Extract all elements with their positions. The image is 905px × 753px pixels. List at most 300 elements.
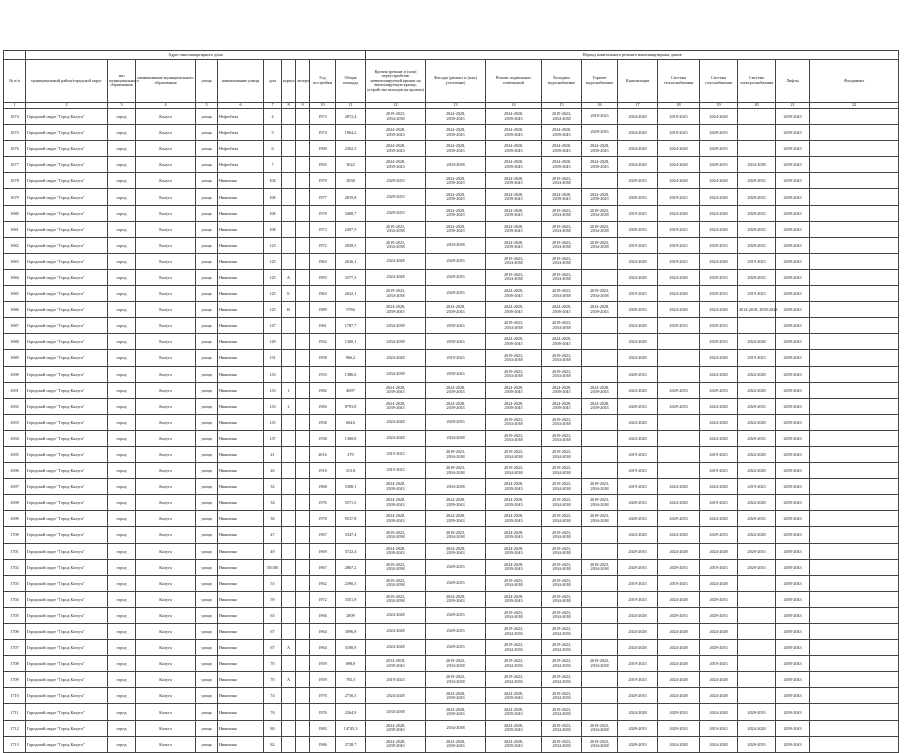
table-cell: город [108, 607, 136, 623]
table-row [4, 720, 899, 736]
table-cell: 1967 [310, 559, 336, 575]
table-cell: Никитина [218, 463, 264, 479]
table-cell: 2039-2043 [776, 205, 810, 221]
table-cell [296, 736, 310, 752]
table-cell [282, 157, 296, 173]
table-cell [582, 463, 618, 479]
table-cell: 2024-2028 [618, 318, 658, 334]
table-cell: 2019-2023 [700, 656, 738, 672]
table-cell: Никитина [218, 575, 264, 591]
table-cell: 2029-2033 [366, 189, 426, 205]
table-cell [810, 527, 899, 543]
table-cell: 2039-2043 [776, 527, 810, 543]
table-cell: Калуга [136, 624, 196, 640]
table-cell: 1972 [310, 591, 336, 607]
table-cell: 2024-2028 [366, 624, 426, 640]
column-number: 10 [310, 103, 336, 109]
table-cell: улица [196, 640, 218, 656]
table-cell: Калуга [136, 640, 196, 656]
table-cell: улица [196, 237, 218, 253]
table-cell: Никитина [218, 430, 264, 446]
table-cell: город [108, 253, 136, 269]
table-cell: 2019-2023 [618, 479, 658, 495]
table-cell [296, 157, 310, 173]
table-cell [282, 109, 296, 125]
column-header: наименование улицы [218, 60, 264, 103]
table-cell: 2024-2028 [700, 543, 738, 559]
table-cell: Городской округ "Город Калуга" [26, 543, 108, 559]
table-cell: 2024-2028, 2039-2043 [426, 736, 486, 752]
table-cell: Никитина [218, 221, 264, 237]
table-cell: Калуга [136, 591, 196, 607]
table-cell: 2024-2028 [618, 253, 658, 269]
table-cell [296, 189, 310, 205]
table-cell: Городской округ "Город Калуга" [26, 704, 108, 720]
table-cell: 2024-2028, 2039-2043 [582, 382, 618, 398]
table-cell: 2616,1 [336, 253, 366, 269]
column-header: муниципальный район/городской округ [26, 60, 108, 103]
column-header: № п/п [4, 60, 26, 103]
table-cell [282, 366, 296, 382]
table-cell: 2024-2028 [658, 286, 700, 302]
table-cell: 2024-2028, 2039-2043 [486, 173, 542, 189]
table-cell: 131 [264, 350, 282, 366]
column-header: Фундамент [810, 60, 899, 103]
column-header: Система газоснабжения [700, 60, 738, 103]
table-cell: 2024-2028 [366, 640, 426, 656]
table-cell: 2039-2043 [776, 736, 810, 752]
table-cell: 2029-2033 [658, 704, 700, 720]
table-cell: 2024-2028, 2039-2043 [366, 543, 426, 559]
table-cell [810, 173, 899, 189]
table-cell: 703,3 [336, 672, 366, 688]
table-cell: 2019-2023, 2034-2038 [542, 446, 582, 462]
table-cell: 2019-2023, 2034-2038 [366, 109, 426, 125]
table-cell: 2029-2033 [700, 527, 738, 543]
table-cell: 2039-2043 [776, 559, 810, 575]
table-cell: 2019-2023 [366, 446, 426, 462]
table-cell: 14745,3 [336, 720, 366, 736]
table-cell [296, 414, 310, 430]
table-cell: 2019-2023, 2034-2038 [542, 559, 582, 575]
table-cell: Калуга [136, 269, 196, 285]
table-cell: 1713 [4, 736, 26, 752]
table-cell: 2039-2043 [776, 591, 810, 607]
table-body [4, 109, 899, 753]
table-cell: 2024-2028, 2039-2043 [366, 398, 426, 414]
table-cell: Калуга [136, 125, 196, 141]
table-cell [810, 607, 899, 623]
table-cell: 2019-2023, 2034-2038 [542, 591, 582, 607]
table-cell [282, 527, 296, 543]
table-cell: 2019-2023 [658, 575, 700, 591]
table-cell: 2029-2033 [618, 559, 658, 575]
table-cell: Калуга [136, 736, 196, 752]
table-cell: 1707 [4, 640, 26, 656]
table-cell [810, 591, 899, 607]
table-cell: 2024-2028 [738, 382, 776, 398]
table-cell: 1676 [4, 141, 26, 157]
table-cell: 2024-2028 [658, 543, 700, 559]
table-cell: 3347,4 [336, 527, 366, 543]
table-cell: 2029-2033 [658, 511, 700, 527]
table-cell: 2024-2028, 2039-2043 [542, 382, 582, 398]
table-cell: Калуга [136, 350, 196, 366]
table-cell: 2024-2028, 2039-2043 [582, 189, 618, 205]
table-cell: 2497,5 [336, 221, 366, 237]
table-cell: 1976 [310, 495, 336, 511]
table-cell: 3408,7 [336, 205, 366, 221]
table-cell: 604,6 [336, 414, 366, 430]
table-cell: Калуга [136, 543, 196, 559]
table-cell: 2024-2028, 2039-2043 [426, 173, 486, 189]
table-cell: город [108, 302, 136, 318]
table-cell: 2024-2028, 2039-2043 [366, 495, 426, 511]
table-cell [658, 350, 700, 366]
table-cell [810, 205, 899, 221]
table-cell: 2019-2023, 2034-2038 [486, 463, 542, 479]
table-cell: 2019-2023 [658, 253, 700, 269]
table-cell: 2024-2028, 2039-2043 [542, 157, 582, 173]
table-cell: 2024-2028 [700, 302, 738, 318]
table-cell: 1686 [4, 302, 26, 318]
table-cell: Городской округ "Город Калуга" [26, 672, 108, 688]
table-cell: 82 [264, 736, 282, 752]
table-cell: 1705 [4, 607, 26, 623]
table-cell: 2019-2023, 2034-2038 [582, 205, 618, 221]
table-cell: Городской округ "Город Калуга" [26, 736, 108, 752]
table-row [4, 269, 899, 285]
table-cell: улица [196, 463, 218, 479]
column-header: тип муниципального образования [108, 60, 136, 103]
table-cell: 2019-2023, 2034-2038 [366, 286, 426, 302]
table-cell: 1675 [4, 125, 26, 141]
table-cell: Городской округ "Город Калуга" [26, 511, 108, 527]
table-cell: 2024-2028 [700, 624, 738, 640]
column-number: 21 [776, 103, 810, 109]
table-cell: 2029-2033 [738, 173, 776, 189]
table-cell: 2024-2028, 2039-2043 [542, 398, 582, 414]
table-cell [282, 446, 296, 462]
table-cell: Городской округ "Город Калуга" [26, 109, 108, 125]
table-cell: Б [282, 286, 296, 302]
table-cell: Никитина [218, 511, 264, 527]
table-cell: 2024-2028, 2039-2043 [366, 141, 426, 157]
table-cell [296, 334, 310, 350]
table-cell: Калуга [136, 141, 196, 157]
table-cell: 49 [264, 543, 282, 559]
table-cell: 2019-2023, 2034-2038 [486, 672, 542, 688]
table-cell: Городской округ "Город Калуга" [26, 189, 108, 205]
table-cell [738, 672, 776, 688]
column-header: улица [196, 60, 218, 103]
table-row [4, 398, 899, 414]
table-cell: 2029-2033 [426, 607, 486, 623]
table-row [4, 350, 899, 366]
table-cell: 2024-2028 [618, 109, 658, 125]
column-number: 11 [336, 103, 366, 109]
table-cell [282, 350, 296, 366]
table-cell: 1932 [310, 334, 336, 350]
table-cell: Калуга [136, 334, 196, 350]
table-cell: 2039-2043 [776, 286, 810, 302]
table-cell: 1978 [310, 205, 336, 221]
table-cell: 2019-2023 [618, 286, 658, 302]
table-cell: 2019-2023 [618, 446, 658, 462]
table-cell: 2029-2033 [658, 318, 700, 334]
table-cell: улица [196, 157, 218, 173]
table-cell: 2029-2033 [700, 125, 738, 141]
table-cell: 1972 [310, 237, 336, 253]
table-cell: город [108, 736, 136, 752]
table-cell: 313,8 [336, 463, 366, 479]
table-cell: улица [196, 286, 218, 302]
table-cell: 3180,9 [336, 640, 366, 656]
table-cell: Никитина [218, 527, 264, 543]
table-cell [282, 591, 296, 607]
table-cell: 2029-2033 [658, 559, 700, 575]
table-cell: 2024-2028 [366, 688, 426, 704]
table-cell: 2024-2028 [366, 269, 426, 285]
table-cell: 2029-2033 [366, 173, 426, 189]
table-cell: 2024-2028 [658, 736, 700, 752]
column-number: 3 [108, 103, 136, 109]
table-cell [810, 221, 899, 237]
table-cell: 2024-2028, 2039-2043 [582, 398, 618, 414]
table-cell: 2039-2043 [426, 334, 486, 350]
table-cell: Калуга [136, 495, 196, 511]
table-cell: 2019-2023 [658, 189, 700, 205]
table-cell: 2024-2028 [658, 656, 700, 672]
table-cell [738, 591, 776, 607]
table-cell [282, 607, 296, 623]
table-cell: 2024-2028 [618, 350, 658, 366]
table-cell [296, 720, 310, 736]
table-cell [582, 624, 618, 640]
table-cell: 2019-2023, 2034-2038 [366, 237, 426, 253]
table-cell: город [108, 430, 136, 446]
table-cell: Калуга [136, 189, 196, 205]
table-cell: 2029-2033 [738, 511, 776, 527]
table-cell: город [108, 382, 136, 398]
table-cell: 2024-2028, 2039-2043 [486, 720, 542, 736]
table-cell: город [108, 527, 136, 543]
table-cell: 1993 [310, 157, 336, 173]
table-cell [296, 559, 310, 575]
table-cell: город [108, 624, 136, 640]
table-cell: 966,2 [336, 350, 366, 366]
table-cell: 2039-2043 [776, 318, 810, 334]
table-cell: Городской округ "Город Калуга" [26, 318, 108, 334]
table-cell [282, 479, 296, 495]
table-cell: 2019-2023 [658, 109, 700, 125]
table-cell [658, 414, 700, 430]
table-cell: 2024-2028, 2039-2043 [426, 109, 486, 125]
table-cell: 1918 [310, 463, 336, 479]
table-cell: 59 [264, 591, 282, 607]
table-cell [282, 125, 296, 141]
table-cell: 2029-2033 [658, 607, 700, 623]
table-cell: улица [196, 720, 218, 736]
table-cell: Калуга [136, 527, 196, 543]
table-cell: 2019-2023, 2034-2038 [542, 350, 582, 366]
table-cell: Калуга [136, 704, 196, 720]
table-cell: 2019-2023 [700, 559, 738, 575]
table-cell: А [282, 640, 296, 656]
table-cell: Никитина [218, 720, 264, 736]
table-cell: 2024-2028 [700, 704, 738, 720]
table-cell: 2019-2023, 2034-2038 [542, 543, 582, 559]
table-cell: улица [196, 527, 218, 543]
table-cell [582, 414, 618, 430]
table-cell: город [108, 173, 136, 189]
table-cell: Калуга [136, 109, 196, 125]
table-row [4, 221, 899, 237]
table-cell: Никитина [218, 688, 264, 704]
table-cell: А [282, 672, 296, 688]
column-number: 17 [618, 103, 658, 109]
table-cell: 2024-2028, 2039-2043 [366, 511, 426, 527]
table-cell: Никитина [218, 672, 264, 688]
table-cell: Городской округ "Город Калуга" [26, 688, 108, 704]
table-cell: 1964 [310, 624, 336, 640]
table-row [4, 672, 899, 688]
table-cell: Никитина [218, 446, 264, 462]
table-cell [810, 398, 899, 414]
table-cell: улица [196, 672, 218, 688]
table-cell [738, 125, 776, 141]
table-cell: 2019-2023, 2034-2038 [486, 624, 542, 640]
table-cell: 2019-2023, 2034-2038 [582, 495, 618, 511]
column-number: 9 [296, 103, 310, 109]
table-cell: 2019-2023, 2034-2038 [542, 720, 582, 736]
table-cell: 1690 [4, 366, 26, 382]
table-cell: улица [196, 479, 218, 495]
table-cell [282, 704, 296, 720]
table-cell: 2024-2028, 2039-2043 [486, 382, 542, 398]
table-cell: 2024-2028 [700, 221, 738, 237]
table-cell: Городской округ "Город Калуга" [26, 559, 108, 575]
table-cell: 2730,5 [336, 688, 366, 704]
table-cell: Калуга [136, 672, 196, 688]
table-cell: 125 [264, 302, 282, 318]
table-cell: 2024-2028, 2039-2043 [486, 286, 542, 302]
table-cell [810, 736, 899, 752]
table-cell [582, 350, 618, 366]
table-cell: 2019-2023 [700, 463, 738, 479]
table-cell: 2019-2023, 2034-2038 [486, 430, 542, 446]
table-cell: 1976 [310, 704, 336, 720]
table-cell: город [108, 157, 136, 173]
table-cell: 2024-2028, 2039-2043 [366, 157, 426, 173]
column-number: 2 [26, 103, 108, 109]
table-cell: 2024-2028, 2039-2043 [582, 157, 618, 173]
column-header: Общая площадь [336, 60, 366, 103]
table-cell: город [108, 414, 136, 430]
column-number: 13 [426, 103, 486, 109]
table-cell [582, 591, 618, 607]
table-cell [738, 141, 776, 157]
table-cell: Городской округ "Город Калуга" [26, 334, 108, 350]
table-cell: Калуга [136, 382, 196, 398]
table-cell: 1968 [310, 479, 336, 495]
table-row [4, 414, 899, 430]
table-cell: 2029-2033 [658, 720, 700, 736]
table-cell: 2019-2023, 2034-2038 [542, 736, 582, 752]
table-cell: 2019-2023 [738, 286, 776, 302]
table-cell: Городской округ "Город Калуга" [26, 350, 108, 366]
table-cell: улица [196, 125, 218, 141]
table-cell: 2019-2023, 2034-2038 [426, 463, 486, 479]
column-number: 6 [218, 103, 264, 109]
table-cell: 2039-2043 [776, 366, 810, 382]
table-cell [296, 656, 310, 672]
table-cell: 2029-2033 [618, 173, 658, 189]
table-cell: 1700 [4, 527, 26, 543]
table-cell: улица [196, 269, 218, 285]
table-cell: 2039-2043 [776, 398, 810, 414]
table-cell: 2029-2033 [738, 205, 776, 221]
table-cell: 1674 [4, 109, 26, 125]
table-cell [296, 591, 310, 607]
table-cell: 2029-2033 [618, 543, 658, 559]
table-cell: 2024-2028 [700, 205, 738, 221]
table-row [4, 125, 899, 141]
table-cell: Никитина [218, 414, 264, 430]
table-cell: улица [196, 173, 218, 189]
table-row [4, 640, 899, 656]
table-cell: улица [196, 414, 218, 430]
table-cell: город [108, 125, 136, 141]
table-cell: 2039-2043 [776, 430, 810, 446]
column-header: Горячее водоснабжение [582, 60, 618, 103]
table-cell: 2838 [336, 173, 366, 189]
table-cell: 2039-2043 [776, 495, 810, 511]
table-cell: 2024-2028 [700, 430, 738, 446]
table-cell: 2029-2033 [426, 559, 486, 575]
table-cell: 1694 [4, 430, 26, 446]
table-cell [658, 430, 700, 446]
table-cell: Никитина [218, 640, 264, 656]
table-cell: 2019-2023, 2034-2038 [582, 479, 618, 495]
table-cell: 2024-2028 [658, 672, 700, 688]
table-cell: 2029-2033 [700, 591, 738, 607]
table-cell: 2019-2023 [366, 672, 426, 688]
table-cell [282, 463, 296, 479]
table-row [4, 366, 899, 382]
table-cell: 2024-2028, 2039-2043 [486, 543, 542, 559]
table-cell: 2034-2038 [366, 704, 426, 720]
table-cell: 133 [264, 398, 282, 414]
table-cell [810, 575, 899, 591]
table-cell: город [108, 656, 136, 672]
table-cell: 2019-2023, 2034-2038 [426, 527, 486, 543]
table-cell: город [108, 575, 136, 591]
table-cell [738, 575, 776, 591]
table-cell: 2019-2023, 2034-2038 [542, 414, 582, 430]
table-cell: 2024-2028 [738, 495, 776, 511]
table-cell: Никитина [218, 559, 264, 575]
table-cell: Никитина [218, 543, 264, 559]
table-cell [810, 189, 899, 205]
table-cell: 2019-2023, 2034-2038 [486, 269, 542, 285]
table-cell: Нефтебаза [218, 141, 264, 157]
table-cell: 2039-2043 [776, 446, 810, 462]
table-cell: 2019-2023, 2034-2038 [542, 511, 582, 527]
table-cell: Калуга [136, 237, 196, 253]
table-cell [810, 350, 899, 366]
table-cell: 2034-2038 [738, 157, 776, 173]
